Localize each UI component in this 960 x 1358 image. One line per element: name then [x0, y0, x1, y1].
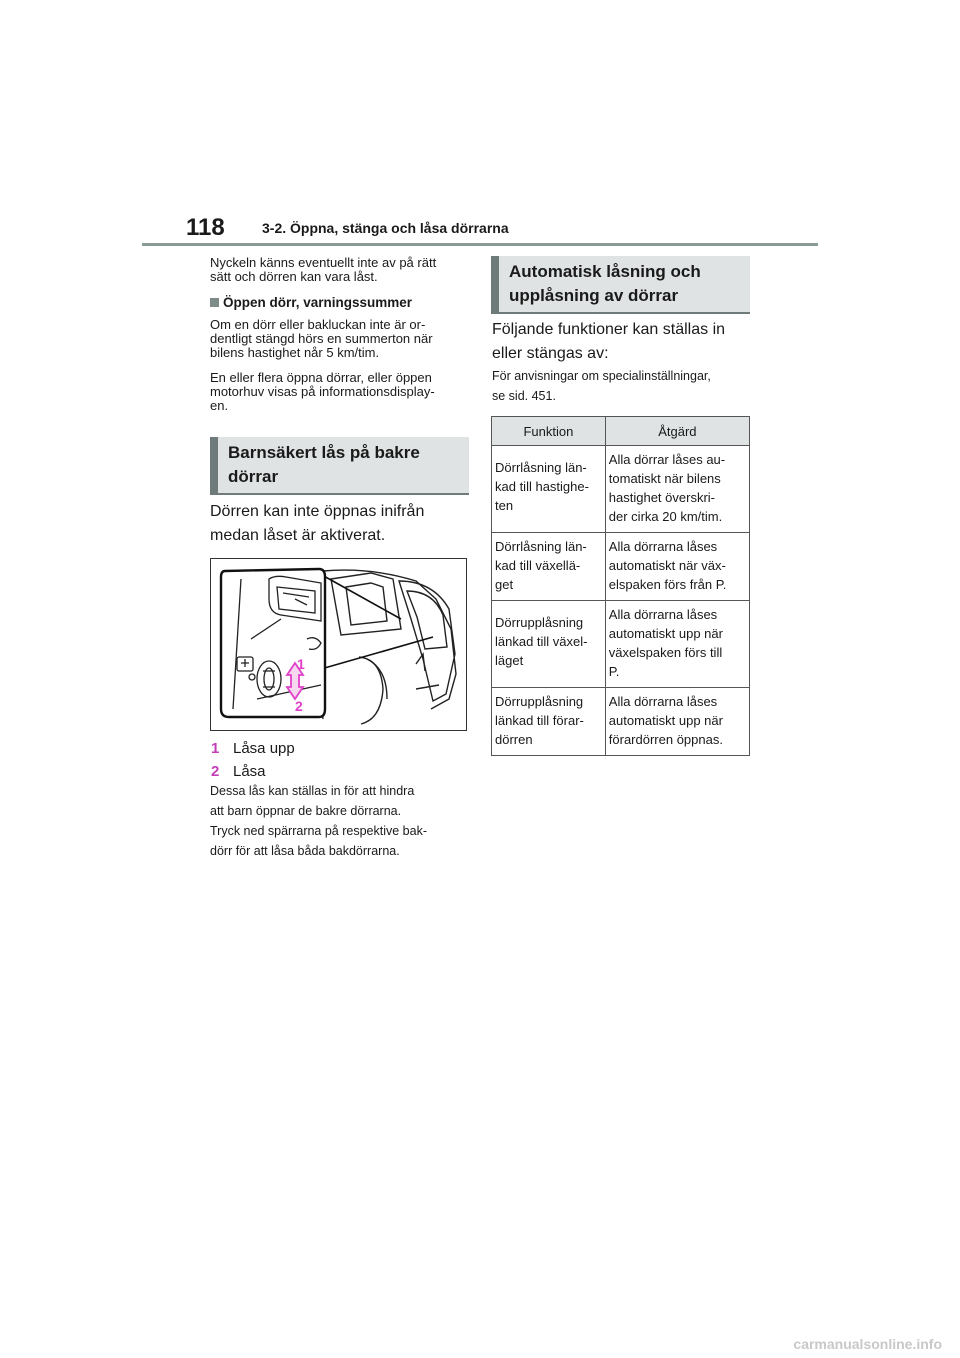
cell-line: Dörrupplåsning	[495, 615, 584, 630]
column-header-function: Funktion	[492, 417, 606, 446]
legend-item	[211, 737, 295, 760]
cell-line: länkad till förar-	[495, 713, 584, 728]
header-rule	[142, 243, 818, 246]
cell-line: läget	[495, 653, 524, 668]
section-title-child-lock	[210, 437, 469, 495]
cell-line: get	[495, 577, 514, 592]
lead-paragraph-child-lock	[210, 500, 472, 548]
cell-line: förardörren öppnas.	[608, 732, 723, 747]
note-line: dörr för att låsa båda bakdörrarna.	[210, 844, 400, 858]
column-header-action: Åtgärd	[605, 417, 749, 446]
legend-number: 2	[211, 763, 220, 780]
action-cell	[605, 533, 749, 601]
cell-line: der cirka 20 km/tim.	[608, 509, 723, 524]
watermark: carmanualsonline.info	[793, 1336, 942, 1352]
text-line: bilens hastighet når 5 km/tim.	[210, 345, 380, 360]
section-title-auto-lock	[491, 256, 750, 314]
function-cell	[492, 601, 606, 688]
function-table-wrap	[491, 416, 750, 756]
cell-line: växelspaken förs till	[608, 645, 723, 660]
cell-line: ten	[495, 498, 514, 513]
text-line: en.	[210, 398, 229, 413]
subhead-text: Öppen dörr, varningssummer	[223, 295, 413, 310]
table-row	[492, 601, 750, 688]
square-bullet-icon	[210, 298, 219, 307]
cell-line: kad till hastighe-	[495, 479, 589, 494]
cell-line: Dörrlåsning län-	[495, 539, 587, 554]
section-title-line: Automatisk låsning och	[509, 262, 701, 281]
table-row	[492, 533, 750, 601]
child-lock-figure	[210, 558, 467, 731]
table-header-row	[492, 417, 750, 446]
lead-line: eller stängas av:	[492, 345, 609, 362]
cell-line: Alla dörrarna låses	[608, 694, 718, 709]
cell-line: Alla dörrar låses au-	[608, 452, 726, 467]
action-cell	[605, 601, 749, 688]
function-table	[491, 416, 750, 756]
text-line: motorhuv visas på informationsdisplay-	[210, 384, 435, 399]
subhead-open-door	[210, 295, 412, 310]
cell-line: hastighet överskri-	[608, 490, 715, 505]
function-cell	[492, 446, 606, 533]
cell-line: automatiskt upp när	[608, 713, 723, 728]
legend-label: Låsa	[233, 763, 266, 780]
table-row	[492, 688, 750, 756]
car-door-illustration	[211, 559, 466, 730]
page-number: 118	[186, 214, 225, 241]
ref-line: se sid. 451.	[492, 389, 556, 403]
lead-line: Följande funktioner kan ställas in	[492, 321, 726, 338]
callout-1: 1	[297, 656, 305, 672]
note-line: att barn öppnar de bakre dörrarna.	[210, 804, 402, 818]
cell-line: automatiskt när väx-	[608, 558, 726, 573]
cell-line: Dörrupplåsning	[495, 694, 584, 709]
action-cell	[605, 688, 749, 756]
legend-label: Låsa upp	[233, 740, 295, 757]
warning-paragraph	[210, 318, 472, 360]
child-lock-note	[210, 781, 472, 861]
cell-line: länkad till växel-	[495, 634, 588, 649]
ref-line: För anvisningar om specialinställningar,	[492, 369, 711, 383]
cell-line: Dörrlåsning län-	[495, 460, 587, 475]
reference-note	[492, 366, 754, 406]
figure-legend	[211, 737, 295, 783]
function-cell	[492, 533, 606, 601]
running-head: 3-2. Öppna, stänga och låsa dörrarna	[262, 220, 509, 236]
intro-line: Nyckeln känns eventuellt inte av på rätt	[210, 255, 437, 270]
text-line: En eller flera öppna dörrar, eller öppen	[210, 370, 432, 385]
callout-2: 2	[295, 698, 303, 714]
table-row	[492, 446, 750, 533]
legend-number: 1	[211, 740, 220, 757]
function-cell	[492, 688, 606, 756]
section-title-line: upplåsning av dörrar	[509, 286, 679, 305]
cell-line: kad till växellä-	[495, 558, 581, 573]
cell-line: dörren	[495, 732, 533, 747]
intro-paragraph	[210, 256, 472, 284]
cell-line: tomatiskt när bilens	[608, 471, 721, 486]
intro-line: sätt och dörren kan vara låst.	[210, 269, 378, 284]
cell-line: P.	[608, 664, 620, 679]
section-title-line: dörrar	[228, 467, 279, 486]
action-cell	[605, 446, 749, 533]
lead-line: Dörren kan inte öppnas inifrån	[210, 503, 425, 520]
lead-paragraph-auto-lock	[492, 318, 754, 366]
lead-line: medan låset är aktiverat.	[210, 527, 386, 544]
display-paragraph	[210, 371, 472, 413]
legend-item	[211, 760, 295, 783]
note-line: Tryck ned spärrarna på respektive bak-	[210, 824, 427, 838]
text-line: dentligt stängd hörs en summerton när	[210, 331, 433, 346]
cell-line: automatiskt upp när	[608, 626, 723, 641]
cell-line: Alla dörrarna låses	[608, 607, 718, 622]
note-line: Dessa lås kan ställas in för att hindra	[210, 784, 415, 798]
section-title-line: Barnsäkert lås på bakre	[228, 443, 420, 462]
text-line: Om en dörr eller bakluckan inte är or-	[210, 317, 426, 332]
cell-line: Alla dörrarna låses	[608, 539, 718, 554]
cell-line: elspaken förs från P.	[608, 577, 727, 592]
